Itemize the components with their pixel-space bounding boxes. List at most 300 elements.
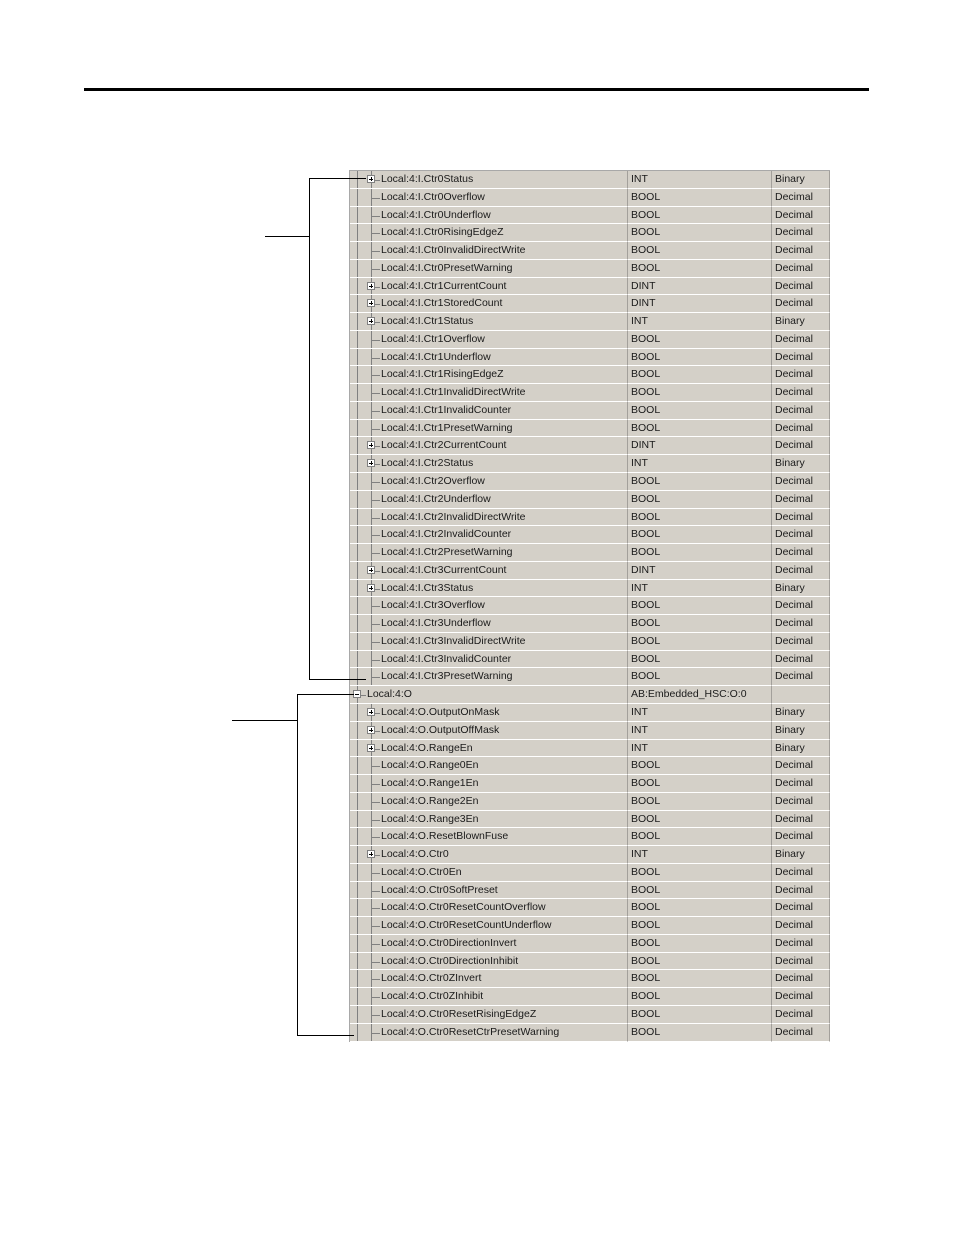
data-type-cell[interactable]: AB:Embedded_HSC:O:0 bbox=[628, 686, 772, 704]
tag-name: Local:4:I.Ctr2CurrentCount bbox=[381, 439, 507, 452]
tree-connector bbox=[371, 1033, 380, 1034]
tag-name: Local:4:I.Ctr2Overflow bbox=[381, 475, 485, 488]
table-row[interactable] bbox=[350, 953, 830, 971]
plus-box-icon[interactable] bbox=[367, 175, 375, 183]
plus-box-icon[interactable] bbox=[367, 584, 375, 592]
data-type-cell[interactable]: BOOL bbox=[628, 970, 772, 988]
table-row[interactable] bbox=[350, 899, 830, 917]
tag-name-cell[interactable] bbox=[350, 224, 628, 242]
tag-name-cell[interactable] bbox=[350, 509, 628, 527]
data-type-cell[interactable]: BOOL bbox=[628, 366, 772, 384]
table-row[interactable] bbox=[350, 722, 830, 740]
display-style-cell[interactable]: Decimal bbox=[772, 366, 830, 384]
display-style-cell[interactable]: Decimal bbox=[772, 793, 830, 811]
tag-name-cell[interactable] bbox=[350, 437, 628, 455]
tag-name-cell[interactable] bbox=[350, 1024, 628, 1042]
table-row[interactable] bbox=[350, 686, 830, 704]
table-row[interactable] bbox=[350, 313, 830, 331]
display-style-cell[interactable]: Binary bbox=[772, 740, 830, 758]
plus-box-icon[interactable] bbox=[367, 566, 375, 574]
tag-name-cell[interactable] bbox=[350, 562, 628, 580]
data-type-cell[interactable]: BOOL bbox=[628, 668, 772, 686]
display-style-cell[interactable]: Decimal bbox=[772, 349, 830, 367]
tag-name: Local:4:I.Ctr2PresetWarning bbox=[381, 546, 513, 559]
input-tags-leader bbox=[265, 236, 309, 237]
data-type-cell[interactable]: BOOL bbox=[628, 1006, 772, 1024]
tree-connector bbox=[371, 216, 380, 217]
data-type-cell[interactable]: BOOL bbox=[628, 242, 772, 260]
display-style-cell[interactable]: Decimal bbox=[772, 988, 830, 1006]
tree-connector bbox=[357, 899, 358, 916]
tag-name-cell[interactable] bbox=[350, 473, 628, 491]
tree-connector bbox=[371, 535, 380, 536]
tree-connector bbox=[371, 677, 380, 678]
display-style-cell[interactable]: Binary bbox=[772, 455, 830, 473]
data-type-cell[interactable]: DINT bbox=[628, 278, 772, 296]
tag-name: Local:4:I.Ctr2Underflow bbox=[381, 492, 491, 505]
tree-connector bbox=[371, 784, 380, 785]
table-row[interactable] bbox=[350, 224, 830, 242]
table-row[interactable] bbox=[350, 349, 830, 367]
tag-name-cell[interactable] bbox=[350, 260, 628, 278]
plus-box-icon[interactable] bbox=[367, 850, 375, 858]
table-row[interactable] bbox=[350, 811, 830, 829]
data-type-cell[interactable]: BOOL bbox=[628, 917, 772, 935]
display-style-cell[interactable]: Decimal bbox=[772, 828, 830, 846]
data-type-cell[interactable]: BOOL bbox=[628, 384, 772, 402]
tag-name-cell[interactable] bbox=[350, 189, 628, 207]
plus-box-icon[interactable] bbox=[367, 744, 375, 752]
display-style-cell[interactable]: Decimal bbox=[772, 437, 830, 455]
tree-connector bbox=[371, 500, 380, 501]
tag-name-cell[interactable] bbox=[350, 935, 628, 953]
table-row[interactable] bbox=[350, 420, 830, 438]
tree-connector bbox=[371, 926, 380, 927]
table-row[interactable] bbox=[350, 740, 830, 758]
tag-name: Local:4:O.Ctr0ResetCountOverflow bbox=[381, 901, 546, 914]
data-type-cell[interactable]: BOOL bbox=[628, 349, 772, 367]
tag-name-cell[interactable] bbox=[350, 455, 628, 473]
tree-connector bbox=[371, 802, 380, 803]
tag-name: Local:4:O.Ctr0DirectionInvert bbox=[381, 936, 517, 949]
tag-name-cell[interactable] bbox=[350, 988, 628, 1006]
data-type-cell[interactable]: BOOL bbox=[628, 775, 772, 793]
table-row[interactable] bbox=[350, 864, 830, 882]
tag-name: Local:4:O.ResetBlownFuse bbox=[381, 830, 509, 843]
data-type-cell[interactable]: BOOL bbox=[628, 988, 772, 1006]
display-style-cell[interactable]: Binary bbox=[772, 846, 830, 864]
tag-name-cell[interactable] bbox=[350, 633, 628, 651]
table-row[interactable] bbox=[350, 544, 830, 562]
table-row[interactable] bbox=[350, 597, 830, 615]
data-type-cell[interactable]: BOOL bbox=[628, 402, 772, 420]
tree-connector bbox=[371, 393, 380, 394]
tree-connector bbox=[357, 811, 358, 828]
tag-name: Local:4:O.Range0En bbox=[381, 759, 479, 772]
tag-name-cell[interactable] bbox=[350, 846, 628, 864]
tag-name-cell[interactable] bbox=[350, 970, 628, 988]
data-type-cell[interactable]: INT bbox=[628, 704, 772, 722]
table-row[interactable] bbox=[350, 260, 830, 278]
display-style-cell[interactable]: Decimal bbox=[772, 615, 830, 633]
tag-name: Local:4:I.Ctr0PresetWarning bbox=[381, 261, 513, 274]
tree-connector bbox=[371, 482, 380, 483]
table-row[interactable] bbox=[350, 473, 830, 491]
data-type-cell[interactable]: BOOL bbox=[628, 811, 772, 829]
tree-connector bbox=[371, 429, 380, 430]
data-type-cell[interactable]: BOOL bbox=[628, 935, 772, 953]
plus-box-icon[interactable] bbox=[367, 459, 375, 467]
table-row[interactable] bbox=[350, 775, 830, 793]
display-style-cell[interactable]: Binary bbox=[772, 313, 830, 331]
table-row[interactable] bbox=[350, 331, 830, 349]
tag-name: Local:4:I.Ctr3PresetWarning bbox=[381, 670, 513, 683]
display-style-cell[interactable]: Decimal bbox=[772, 384, 830, 402]
tag-name-cell[interactable] bbox=[350, 686, 628, 704]
tag-name-cell[interactable] bbox=[350, 207, 628, 225]
table-row[interactable] bbox=[350, 580, 830, 598]
display-style-cell[interactable]: Decimal bbox=[772, 1024, 830, 1042]
table-row[interactable] bbox=[350, 1024, 830, 1042]
table-row[interactable] bbox=[350, 704, 830, 722]
tag-name: Local:4:O.OutputOffMask bbox=[381, 723, 500, 736]
tree-connector bbox=[357, 882, 358, 899]
tag-name: Local:4:I.Ctr3InvalidDirectWrite bbox=[381, 634, 526, 647]
data-type-cell[interactable]: BOOL bbox=[628, 544, 772, 562]
display-style-cell[interactable]: Decimal bbox=[772, 899, 830, 917]
tree-connector bbox=[357, 864, 358, 881]
plus-box-icon[interactable] bbox=[367, 441, 375, 449]
tag-name-cell[interactable] bbox=[350, 295, 628, 313]
tree-connector bbox=[371, 411, 380, 412]
display-style-cell[interactable]: Decimal bbox=[772, 278, 830, 296]
tag-name: Local:4:O.Ctr0En bbox=[381, 865, 462, 878]
tag-name: Local:4:I.Ctr1InvalidCounter bbox=[381, 403, 512, 416]
tag-name: Local:4:I.Ctr0Overflow bbox=[381, 190, 485, 203]
table-row[interactable] bbox=[350, 793, 830, 811]
display-style-cell[interactable]: Decimal bbox=[772, 935, 830, 953]
tree-connector bbox=[357, 935, 358, 952]
table-row[interactable] bbox=[350, 562, 830, 580]
data-type-cell[interactable]: BOOL bbox=[628, 420, 772, 438]
tag-name: Local:4:O.Ctr0ResetRisingEdgeZ bbox=[381, 1007, 537, 1020]
tag-name: Local:4:I.Ctr0Underflow bbox=[381, 208, 491, 221]
display-style-cell[interactable]: Binary bbox=[772, 704, 830, 722]
tag-name-cell[interactable] bbox=[350, 615, 628, 633]
display-style-cell[interactable]: Decimal bbox=[772, 242, 830, 260]
tag-name-cell[interactable] bbox=[350, 349, 628, 367]
display-style-cell[interactable]: Decimal bbox=[772, 491, 830, 509]
table-row[interactable] bbox=[350, 757, 830, 775]
tag-name-cell[interactable] bbox=[350, 953, 628, 971]
tag-name-cell[interactable] bbox=[350, 704, 628, 722]
table-row[interactable] bbox=[350, 917, 830, 935]
tag-name: Local:4:O.Ctr0ZInhibit bbox=[381, 990, 484, 1003]
display-style-cell[interactable]: Binary bbox=[772, 580, 830, 598]
display-style-cell[interactable]: Decimal bbox=[772, 864, 830, 882]
tag-name-cell[interactable] bbox=[350, 793, 628, 811]
tree-connector bbox=[357, 988, 358, 1005]
tag-name: Local:4:O.Range3En bbox=[381, 812, 479, 825]
data-type-cell[interactable]: BOOL bbox=[628, 633, 772, 651]
tree-connector bbox=[371, 269, 380, 270]
table-row[interactable] bbox=[350, 668, 830, 686]
display-style-cell[interactable]: Binary bbox=[772, 171, 830, 189]
tree-connector bbox=[371, 358, 380, 359]
tag-name: Local:4:I.Ctr3InvalidCounter bbox=[381, 652, 512, 665]
table-row[interactable] bbox=[350, 207, 830, 225]
display-style-cell[interactable]: Decimal bbox=[772, 597, 830, 615]
data-type-cell[interactable]: BOOL bbox=[628, 1024, 772, 1042]
display-style-cell[interactable]: Decimal bbox=[772, 633, 830, 651]
display-style-cell[interactable]: Binary bbox=[772, 722, 830, 740]
data-type-cell[interactable]: BOOL bbox=[628, 473, 772, 491]
display-style-cell[interactable]: Decimal bbox=[772, 420, 830, 438]
data-type-cell[interactable]: INT bbox=[628, 722, 772, 740]
tag-name-cell[interactable] bbox=[350, 402, 628, 420]
tree-connector bbox=[371, 944, 380, 945]
table-row[interactable] bbox=[350, 828, 830, 846]
tag-name-cell[interactable] bbox=[350, 278, 628, 296]
tag-name: Local:4:O.Ctr0DirectionInhibit bbox=[381, 954, 519, 967]
tag-name-cell[interactable] bbox=[350, 331, 628, 349]
table-row[interactable] bbox=[350, 846, 830, 864]
table-row[interactable] bbox=[350, 491, 830, 509]
data-type-cell[interactable]: BOOL bbox=[628, 207, 772, 225]
tag-name: Local:4:O bbox=[367, 688, 412, 701]
data-type-cell[interactable]: BOOL bbox=[628, 526, 772, 544]
data-type-cell[interactable]: DINT bbox=[628, 295, 772, 313]
table-row[interactable] bbox=[350, 242, 830, 260]
table-row[interactable] bbox=[350, 295, 830, 313]
display-style-cell[interactable]: Decimal bbox=[772, 562, 830, 580]
tag-name: Local:4:I.Ctr2InvalidDirectWrite bbox=[381, 510, 526, 523]
tag-name: Local:4:I.Ctr1CurrentCount bbox=[381, 279, 507, 292]
minus-box-icon[interactable] bbox=[353, 690, 361, 698]
tree-connector bbox=[371, 624, 380, 625]
table-row[interactable] bbox=[350, 615, 830, 633]
display-style-cell[interactable]: Decimal bbox=[772, 668, 830, 686]
tree-connector bbox=[357, 757, 358, 774]
tag-name-cell[interactable] bbox=[350, 651, 628, 669]
display-style-cell[interactable]: Decimal bbox=[772, 189, 830, 207]
display-style-cell[interactable]: Decimal bbox=[772, 402, 830, 420]
data-type-cell[interactable]: BOOL bbox=[628, 828, 772, 846]
tag-name: Local:4:I.Ctr1Status bbox=[381, 315, 474, 328]
tag-name: Local:4:I.Ctr3Status bbox=[381, 581, 474, 594]
tree-connector bbox=[361, 695, 366, 696]
tree-connector bbox=[371, 642, 380, 643]
display-style-cell[interactable]: Decimal bbox=[772, 1006, 830, 1024]
tree-connector bbox=[371, 837, 380, 838]
table-row[interactable] bbox=[350, 988, 830, 1006]
table-row[interactable] bbox=[350, 882, 830, 900]
plus-box-icon[interactable] bbox=[367, 317, 375, 325]
tag-name-cell[interactable] bbox=[350, 242, 628, 260]
tag-name-cell[interactable] bbox=[350, 597, 628, 615]
data-type-cell[interactable]: BOOL bbox=[628, 953, 772, 971]
table-row[interactable] bbox=[350, 278, 830, 296]
tag-name-cell[interactable] bbox=[350, 864, 628, 882]
tag-name: Local:4:I.Ctr2InvalidCounter bbox=[381, 528, 512, 541]
display-style-cell[interactable]: Decimal bbox=[772, 331, 830, 349]
data-type-cell[interactable]: BOOL bbox=[628, 597, 772, 615]
plus-box-icon[interactable] bbox=[367, 726, 375, 734]
tag-name: Local:4:O.Ctr0 bbox=[381, 848, 449, 861]
tag-name: Local:4:O.OutputOnMask bbox=[381, 705, 500, 718]
table-row[interactable] bbox=[350, 402, 830, 420]
tag-name: Local:4:I.Ctr1PresetWarning bbox=[381, 421, 513, 434]
tag-name-cell[interactable] bbox=[350, 384, 628, 402]
tag-name: Local:4:I.Ctr1InvalidDirectWrite bbox=[381, 386, 526, 399]
data-type-cell[interactable]: BOOL bbox=[628, 899, 772, 917]
tag-name-cell[interactable] bbox=[350, 171, 628, 189]
tag-name-cell[interactable] bbox=[350, 828, 628, 846]
plus-box-icon[interactable] bbox=[367, 299, 375, 307]
data-type-cell[interactable]: BOOL bbox=[628, 882, 772, 900]
data-type-cell[interactable]: BOOL bbox=[628, 757, 772, 775]
data-type-cell[interactable]: BOOL bbox=[628, 615, 772, 633]
tag-name-cell[interactable] bbox=[350, 313, 628, 331]
data-type-cell[interactable]: BOOL bbox=[628, 793, 772, 811]
tree-connector bbox=[371, 962, 380, 963]
tree-connector bbox=[371, 820, 380, 821]
data-type-cell[interactable]: INT bbox=[628, 740, 772, 758]
data-type-cell[interactable]: BOOL bbox=[628, 491, 772, 509]
tag-name-cell[interactable] bbox=[350, 775, 628, 793]
display-style-cell[interactable]: Decimal bbox=[772, 882, 830, 900]
data-type-cell[interactable]: INT bbox=[628, 846, 772, 864]
display-style-cell[interactable]: Decimal bbox=[772, 509, 830, 527]
tree-connector bbox=[371, 908, 380, 909]
display-style-cell[interactable]: Decimal bbox=[772, 651, 830, 669]
display-style-cell[interactable]: Decimal bbox=[772, 260, 830, 278]
tree-connector bbox=[357, 793, 358, 810]
tag-name-cell[interactable] bbox=[350, 722, 628, 740]
data-type-cell[interactable]: INT bbox=[628, 580, 772, 598]
tag-name: Local:4:I.Ctr0Status bbox=[381, 173, 474, 185]
data-type-cell[interactable]: INT bbox=[628, 455, 772, 473]
display-style-cell[interactable]: Decimal bbox=[772, 224, 830, 242]
tree-connector bbox=[357, 704, 358, 721]
tree-connector bbox=[371, 198, 380, 199]
tag-name: Local:4:O.Range2En bbox=[381, 794, 479, 807]
display-style-cell[interactable]: Decimal bbox=[772, 953, 830, 971]
tag-name-cell[interactable] bbox=[350, 526, 628, 544]
tag-name-cell[interactable] bbox=[350, 1006, 628, 1024]
table-row[interactable] bbox=[350, 509, 830, 527]
table-row[interactable] bbox=[350, 970, 830, 988]
display-style-cell[interactable]: Decimal bbox=[772, 473, 830, 491]
display-style-cell[interactable]: Decimal bbox=[772, 295, 830, 313]
display-style-cell[interactable] bbox=[772, 686, 830, 704]
tree-connector bbox=[357, 722, 358, 739]
tag-name: Local:4:I.Ctr1RisingEdgeZ bbox=[381, 368, 504, 381]
data-type-cell[interactable]: DINT bbox=[628, 562, 772, 580]
table-row[interactable] bbox=[350, 384, 830, 402]
data-type-cell[interactable]: BOOL bbox=[628, 189, 772, 207]
tree-connector bbox=[371, 251, 380, 252]
tree-connector bbox=[371, 233, 380, 234]
tag-name: Local:4:O.RangeEn bbox=[381, 741, 473, 754]
input-tags-bracket bbox=[309, 178, 366, 680]
display-style-cell[interactable]: Decimal bbox=[772, 811, 830, 829]
tag-name: Local:4:O.Range1En bbox=[381, 777, 479, 790]
data-type-cell[interactable]: BOOL bbox=[628, 864, 772, 882]
tag-name-cell[interactable] bbox=[350, 757, 628, 775]
display-style-cell[interactable]: Decimal bbox=[772, 757, 830, 775]
output-tags-bracket bbox=[297, 694, 354, 1036]
data-type-cell[interactable]: BOOL bbox=[628, 651, 772, 669]
display-style-cell[interactable]: Decimal bbox=[772, 526, 830, 544]
tree-connector bbox=[371, 553, 380, 554]
tag-name-cell[interactable] bbox=[350, 917, 628, 935]
tag-name-cell[interactable] bbox=[350, 420, 628, 438]
table-row[interactable] bbox=[350, 1006, 830, 1024]
tag-name-cell[interactable] bbox=[350, 811, 628, 829]
data-type-cell[interactable]: BOOL bbox=[628, 224, 772, 242]
display-style-cell[interactable]: Decimal bbox=[772, 544, 830, 562]
display-style-cell[interactable]: Decimal bbox=[772, 775, 830, 793]
data-type-cell[interactable]: BOOL bbox=[628, 331, 772, 349]
table-row[interactable] bbox=[350, 437, 830, 455]
plus-box-icon[interactable] bbox=[367, 282, 375, 290]
tree-connector bbox=[371, 660, 380, 661]
display-style-cell[interactable]: Decimal bbox=[772, 207, 830, 225]
data-type-cell[interactable]: DINT bbox=[628, 437, 772, 455]
table-row[interactable] bbox=[350, 935, 830, 953]
tag-name-cell[interactable] bbox=[350, 668, 628, 686]
header-rule bbox=[84, 88, 869, 91]
plus-box-icon[interactable] bbox=[367, 708, 375, 716]
tree-connector bbox=[357, 775, 358, 792]
tag-name-cell[interactable] bbox=[350, 491, 628, 509]
tag-name-cell[interactable] bbox=[350, 544, 628, 562]
data-type-cell[interactable]: BOOL bbox=[628, 260, 772, 278]
tag-name: Local:4:I.Ctr3Overflow bbox=[381, 599, 485, 612]
tag-name-cell[interactable] bbox=[350, 580, 628, 598]
tree-connector bbox=[371, 873, 380, 874]
tree-connector bbox=[371, 997, 380, 998]
tree-connector bbox=[357, 1024, 358, 1041]
output-tags-leader bbox=[232, 720, 297, 721]
display-style-cell[interactable]: Decimal bbox=[772, 917, 830, 935]
table-row[interactable] bbox=[350, 633, 830, 651]
tree-connector bbox=[371, 766, 380, 767]
data-type-cell[interactable]: INT bbox=[628, 313, 772, 331]
tag-name: Local:4:O.Ctr0SoftPreset bbox=[381, 883, 498, 896]
data-type-cell[interactable]: INT bbox=[628, 171, 772, 189]
tree-connector bbox=[357, 953, 358, 970]
tag-grid bbox=[349, 170, 830, 1042]
tree-connector bbox=[357, 846, 358, 863]
table-row[interactable] bbox=[350, 455, 830, 473]
display-style-cell[interactable]: Decimal bbox=[772, 970, 830, 988]
table-row[interactable] bbox=[350, 171, 830, 189]
tag-name-cell[interactable] bbox=[350, 899, 628, 917]
tag-name-cell[interactable] bbox=[350, 882, 628, 900]
tree-connector bbox=[357, 1006, 358, 1023]
table-row[interactable] bbox=[350, 366, 830, 384]
tag-name: Local:4:I.Ctr3Underflow bbox=[381, 617, 491, 630]
tag-name-cell[interactable] bbox=[350, 740, 628, 758]
tag-name-cell[interactable] bbox=[350, 366, 628, 384]
table-row[interactable] bbox=[350, 189, 830, 207]
table-row[interactable] bbox=[350, 651, 830, 669]
data-type-cell[interactable]: BOOL bbox=[628, 509, 772, 527]
table-row[interactable] bbox=[350, 526, 830, 544]
tag-name: Local:4:I.Ctr0InvalidDirectWrite bbox=[381, 244, 526, 257]
